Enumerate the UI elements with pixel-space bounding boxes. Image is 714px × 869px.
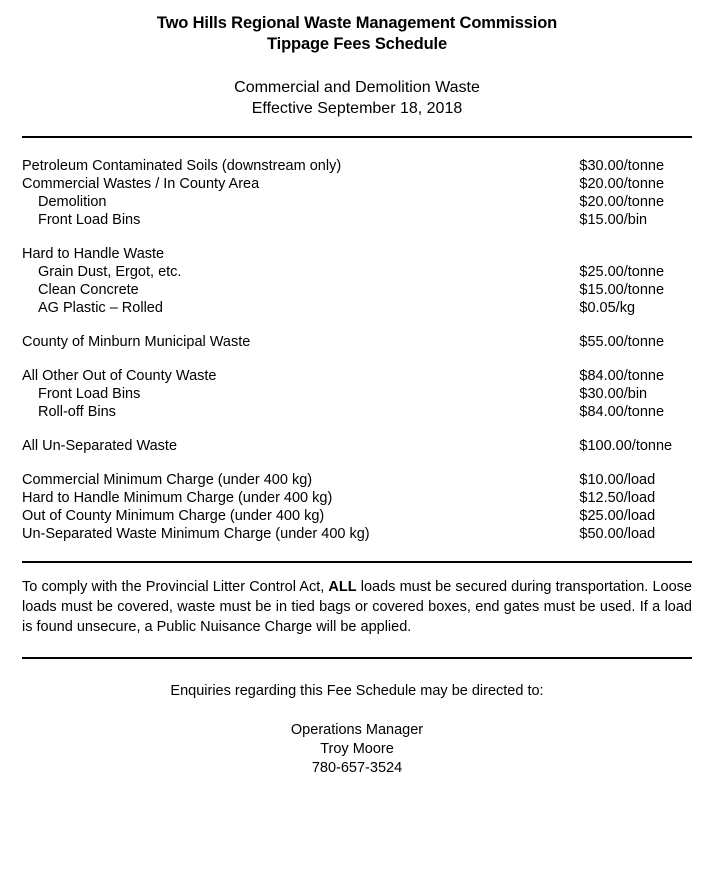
fee-row [22,437,692,455]
footer-enquiries-line: Enquiries regarding this Fee Schedule may be directed to: [170,683,544,699]
fee-schedule-table [22,157,692,543]
fee-description: Clean Concrete [38,282,139,298]
fee-amount: $84.00/tonne [579,404,665,420]
document-subtitle-line-1: Commercial and Demolition Waste [234,79,480,96]
litter-control-notice [22,577,692,637]
divider-middle [22,561,692,563]
fee-row [22,403,692,421]
document-subtitle [22,55,692,119]
fee-amount: $55.00/tonne [579,334,665,350]
fee-row [22,525,692,543]
fee-amount: $100.00/tonne [579,438,673,454]
fee-row [22,281,692,299]
divider-top [22,136,692,138]
footer-contact-role: Operations Manager [290,722,424,738]
fee-description: Petroleum Contaminated Soils (downstream only) [22,158,342,174]
fee-description: Commercial Minimum Charge (under 400 kg) [22,472,313,488]
fee-group-spacer [22,455,692,471]
fee-row [22,211,692,229]
fee-group-spacer [22,317,692,333]
fee-group-spacer-cell [22,421,692,437]
fee-row [22,489,692,507]
fee-description: Hard to Handle Waste [22,246,165,262]
fee-row [22,193,692,211]
fee-amount: $15.00/bin [579,212,648,228]
fee-group-spacer-cell [22,317,692,333]
fee-description: Roll-off Bins [38,404,116,420]
fee-row [22,245,692,263]
fee-amount: $84.00/tonne [579,368,665,384]
fee-amount [579,245,692,263]
fee-row [22,175,692,193]
fee-row [22,299,692,317]
fee-row [22,507,692,525]
fee-group-spacer-cell [22,229,692,245]
fee-description: Commercial Wastes / In County Area [22,176,260,192]
fee-group-spacer [22,351,692,367]
notice-text-part-1: To comply with the Provincial Litter Control Act, [22,579,329,595]
fee-description: Front Load Bins [38,386,141,402]
fee-row [22,471,692,489]
fee-row [22,367,692,385]
fee-description: All Other Out of County Waste [22,368,217,384]
fee-amount: $20.00/tonne [579,194,665,210]
fee-amount: $25.00/load [579,508,656,524]
fee-description: Hard to Handle Minimum Charge (under 400 kg) [22,490,333,506]
footer-contact-phone: 780-657-3524 [311,760,403,776]
fee-description: Out of County Minimum Charge (under 400 kg) [22,508,325,524]
notice-text-part-2: loads must be secured during transportation. Loose loads must be covered, waste must be in tied bags or covered boxes, end gates must be used. If a load is found unsecure, a Public Nuisance Charge will be applied. [22,579,692,635]
fee-description: All Un-Separated Waste [22,438,178,454]
fee-amount: $25.00/tonne [579,264,665,280]
document-title [22,0,692,55]
fee-amount: $50.00/load [579,526,656,542]
fee-description: Front Load Bins [38,212,141,228]
fee-group-spacer [22,421,692,437]
fee-amount: $30.00/tonne [579,158,665,174]
fee-amount: $10.00/load [579,472,656,488]
fee-group-spacer-cell [22,351,692,367]
footer [22,681,692,778]
fee-amount: $0.05/kg [579,300,636,316]
document-title-line-2: Tippage Fees Schedule [267,35,447,53]
fee-group-spacer-cell [22,455,692,471]
divider-bottom [22,657,692,659]
fee-row [22,263,692,281]
fee-group-spacer [22,229,692,245]
fee-description: County of Minburn Municipal Waste [22,334,251,350]
fee-description: AG Plastic – Rolled [38,300,163,316]
fee-amount: $20.00/tonne [579,176,665,192]
fee-description: Demolition [38,194,107,210]
fee-row [22,157,692,175]
fee-row [22,385,692,403]
fee-description: Un-Separated Waste Minimum Charge (under 400 kg) [22,526,370,542]
notice-emphasis-all: ALL [328,579,357,595]
fee-row [22,333,692,351]
fee-amount: $30.00/bin [579,386,648,402]
fee-amount: $12.50/load [579,490,656,506]
footer-contact-name: Troy Moore [320,741,394,757]
document-subtitle-line-2: Effective September 18, 2018 [251,100,463,117]
fee-description: Grain Dust, Ergot, etc. [38,264,182,280]
document-title-line-1: Two Hills Regional Waste Management Commission [156,14,558,32]
footer-contact-block [22,721,692,778]
fee-amount: $15.00/tonne [579,282,665,298]
